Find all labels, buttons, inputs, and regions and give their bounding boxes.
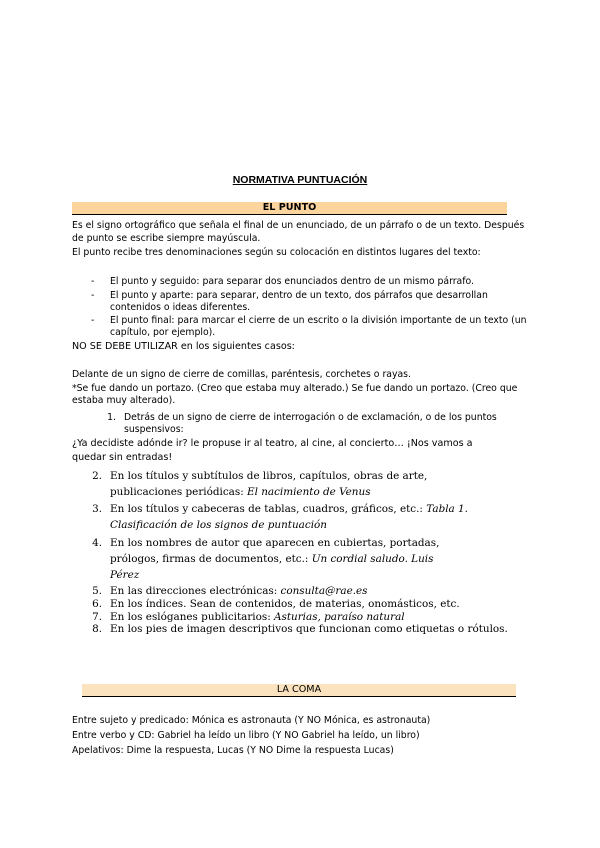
example-line-2: estaba muy alterado). [72,395,176,406]
item-1-example-1: ¿Ya decidiste adónde ir? le propuse ir al teatro, al cine, al concierto… ¡Nos vamos a [72,438,473,449]
coma-line-1: Entre sujeto y predicado: Mónica es astronauta (Y NO Mónica, es astronauta) [72,715,431,726]
item-2-line-2 [110,486,371,499]
item-5-line [110,585,368,598]
list-number: 6. [92,598,102,610]
bullet-marker: - [91,290,95,301]
item-5-prefix: En las direcciones electrónicas: [110,585,281,597]
item-3-line-1 [110,503,468,516]
item-3-example: Tabla 1. [426,503,468,515]
item-7-example: Asturias, paraíso natural [274,611,405,623]
bullet-item-aparte: El punto y aparte: para separar, dentro de un texto, dos párrafos que desarrollan [110,290,488,301]
item-4-line-2 [110,553,433,566]
item-1-line-1: Detrás de un signo de cierre de interrogación o de exclamación, o de los puntos [124,412,497,423]
section-heading-coma: LA COMA [82,684,516,697]
section-heading-punto: EL PUNTO [72,202,507,215]
item-1-line-2: suspensivos: [124,424,184,435]
list-number: 3. [92,503,102,515]
bullet-item-final-cont: capítulo, por ejemplo). [110,327,216,338]
intro-line-2: de punto se escribe siempre mayúscula. [72,233,261,244]
list-number: 4. [92,537,102,549]
list-number: 2. [92,470,102,482]
list-number: 7. [92,611,102,623]
item-4-example: Un cordial saludo. Luis [311,553,434,565]
item-4-prefix: prólogos, firmas de documentos, etc.: [110,553,312,565]
item-2-prefix: publicaciones periódicas: [110,486,248,498]
bullet-item-aparte-cont: contenidos o ideas diferentes. [110,302,251,313]
bullet-marker: - [91,315,95,326]
item-1-example-2: quedar sin entradas! [72,452,173,463]
list-number: 8. [92,623,102,635]
item-7-prefix: En los eslóganes publicitarios: [110,611,275,623]
item-4-line-1: En los nombres de autor que aparecen en cubiertas, portadas, [110,537,440,549]
document-title: NORMATIVA PUNTUACIÓN [232,174,368,186]
item-6-line: En los índices. Sean de contenidos, de materias, onomásticos, etc. [110,598,460,610]
intro-line-1: Es el signo ortográfico que señala el final de un enunciado, de un párrafo o de un texto. Después [72,220,525,231]
delante-line: Delante de un signo de cierre de comillas, paréntesis, corchetes o rayas. [72,369,411,380]
item-2-example: El nacimiento de Venus [247,486,371,498]
item-5-example: consulta@rae.es [280,585,368,597]
example-line-1: *Se fue dando un portazo. (Creo que estaba muy alterado.) Se fue dando un portazo. (Creo que [72,383,518,394]
item-8-line: En los pies de imagen descriptivos que funcionan como etiquetas o rótulos. [110,623,508,635]
item-2-line-1: En los títulos y subtítulos de libros, capítulos, obras de arte, [110,470,428,482]
coma-line-3: Apelativos: Dime la respuesta, Lucas (Y NO Dime la respuesta Lucas) [72,745,394,756]
list-number: 5. [92,585,102,597]
list-number: 1. [107,412,116,423]
no-usar-heading: NO SE DEBE UTILIZAR en los siguientes casos: [72,341,295,352]
bullet-marker: - [91,276,95,287]
item-3-prefix: En los títulos y cabeceras de tablas, cuadros, gráficos, etc.: [110,503,427,515]
item-3-line-2: Clasificación de los signos de puntuación [110,519,327,531]
intro-line-3: El punto recibe tres denominaciones según su colocación en distintos lugares del texto: [72,247,481,258]
bullet-item-seguido: El punto y seguido: para separar dos enunciados dentro de un mismo párrafo. [110,276,475,287]
item-4-line-3: Pérez [110,569,140,581]
bullet-item-final: El punto final: para marcar el cierre de un escrito o la división importante de un texto (un [110,315,527,326]
coma-line-2: Entre verbo y CD: Gabriel ha leído un libro (Y NO Gabriel ha leído, un libro) [72,730,420,741]
